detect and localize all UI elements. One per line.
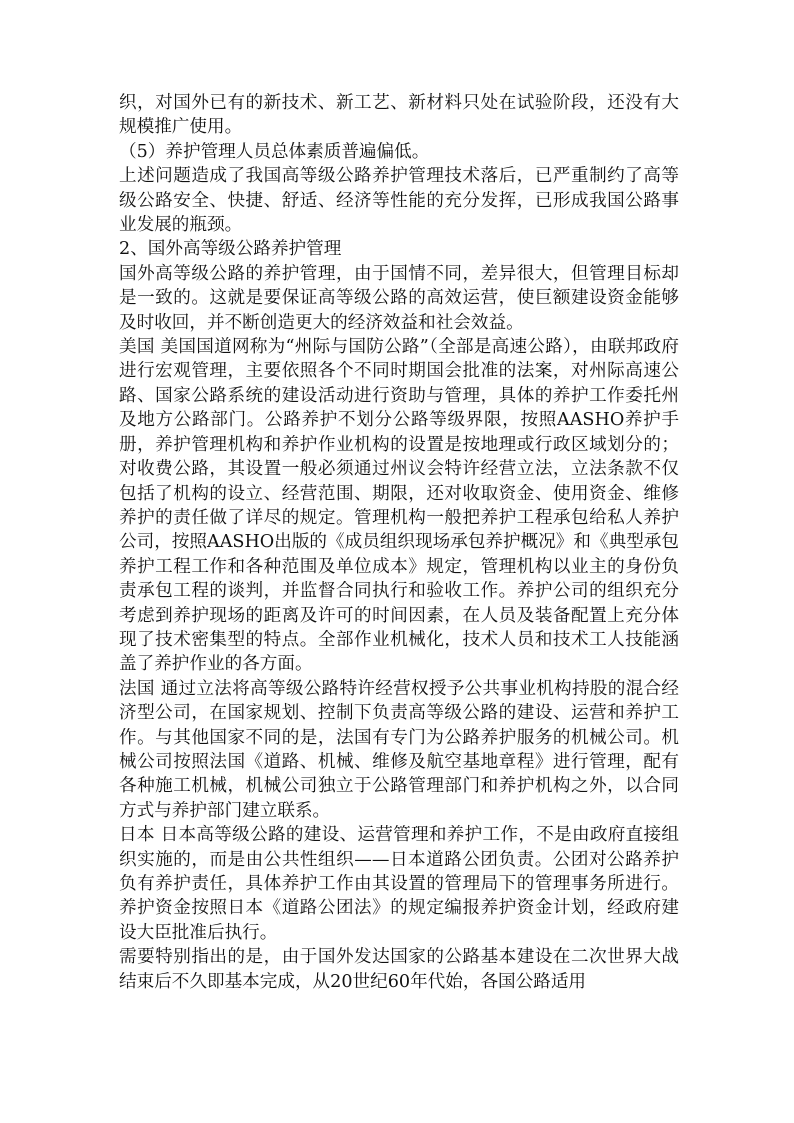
paragraph-intro-continuation: 织，对国外已有的新技术、新工艺、新材料只处在试验阶段，还没有大规模推广使用。 — [119, 93, 679, 138]
paragraph-usa: 美国 美国国道网称为“州际与国防公路”（全部是高速公路），由联邦政府进行宏观管理，主要依照各个不同时期国会批准的法案，对州际高速公路、国家公路系统的建设活动进行资助与管理，具体的养护工作委托州及地方公路部门。公路养护不划分公路等级界限，按照AASHO养护手册，养护管理机构和养护作业机构的设置是按地理或行政区域划分的；对收费公路，其设置一般必须通过州议会特许经营立法，立法条款不仅包括了机构的设立、经营范围、期限，还对收取资金、使用资金、维修养护的责任做了详尽的规定。管理机构一般把养护工程承包给私人养护公司，按照AASHO出版的《成员组织现场承包养护概况》和《典型承包养护工程工作和各种范围及单位成本》规定，管理机构以业主的身份负责承包工程的谈判，并监督合同执行和验收工作。养护公司的组织充分考虑到养护现场的距离及许可的时间因素，在人员及装备配置上充分体现了技术密集型的特点。全部作业机械化，技术人员和技术工人技能涵盖了养护作业的各方面。 — [119, 337, 679, 675]
paragraph-japan: 日本 日本高等级公路的建设、运营管理和养护工作，不是由政府直接组织实施的，而是由公共性组织——日本道路公团负责。公团对公路养护负有养护责任，具体养护工作由其设置的管理局下的管理事务所进行。养护资金按照日本《道路公团法》的规定编报养护资金计划，经政府建设大臣批准后执行。 — [119, 825, 679, 943]
paragraph-summary: 上述问题造成了我国高等级公路养护管理技术落后，已严重制约了高等级公路安全、快捷、舒适、经济等性能的充分发挥，已形成我国公路事业发展的瓶颈。 — [119, 166, 679, 236]
paragraph-item-5: （5）养护管理人员总体素质普遍偏低。 — [119, 141, 430, 162]
section-heading: 2、国外高等级公路养护管理 — [119, 239, 342, 260]
paragraph-note: 需要特别指出的是，由于国外发达国家的公路基本建设在二次世界大战结束后不久即基本完成，从20世纪60年代始，各国公路适用 — [119, 947, 679, 992]
document-page — [119, 91, 679, 994]
paragraph-overview: 国外高等级公路的养护管理，由于国情不同，差异很大，但管理目标却是一致的。这就是要保证高等级公路的高效运营，使巨额建设资金能够及时收回，并不断创造更大的经济效益和社会效益。 — [119, 263, 679, 333]
paragraph-france: 法国 通过立法将高等级公路特许经营权授予公共事业机构持股的混合经济型公司，在国家规划、控制下负责高等级公路的建设、运营和养护工作。与其他国家不同的是，法国有专门为公路养护服务的机械公司。机械公司按照法国《道路、机械、维修及航空基地章程》进行管理，配有各种施工机械，机械公司独立于公路管理部门和养护机构之外，以合同方式与养护部门建立联系。 — [119, 678, 679, 821]
